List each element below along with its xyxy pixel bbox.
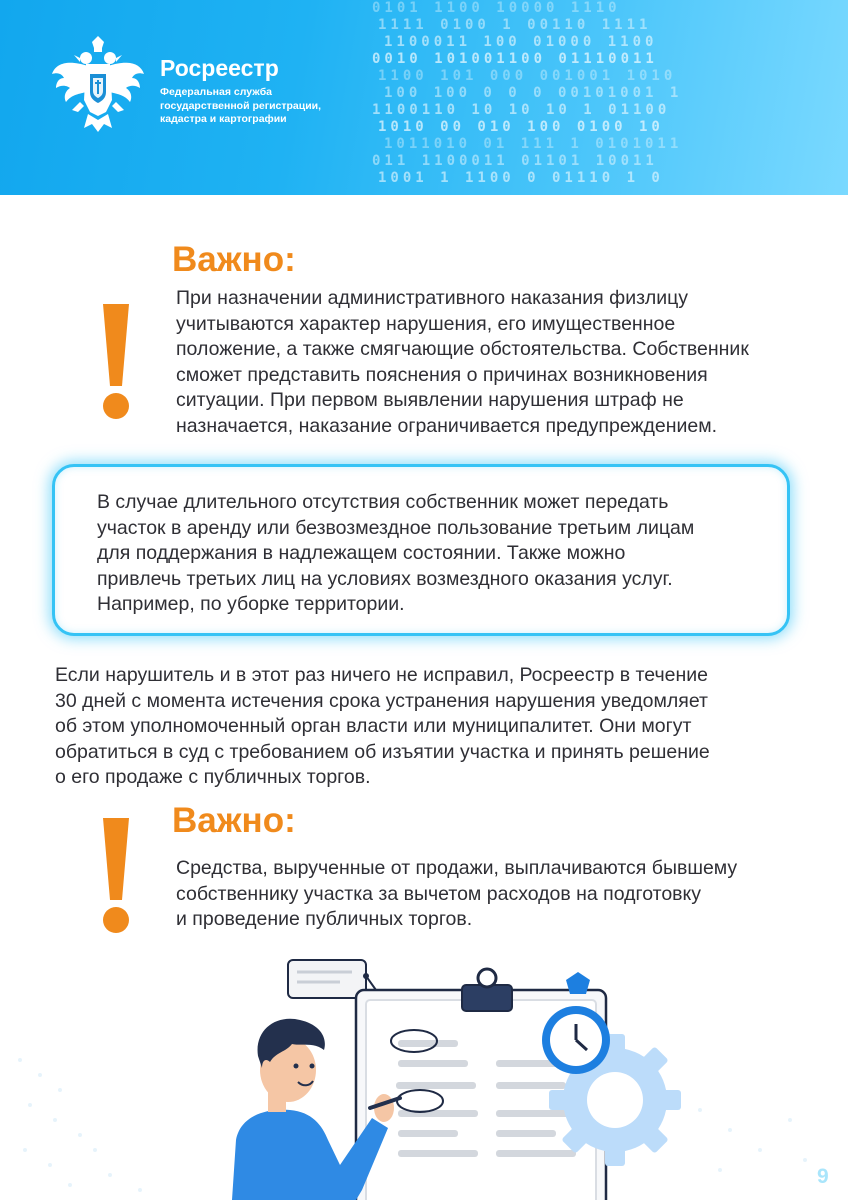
text-line: положение, а также смягчающие обстоятельства. Собственник [176, 338, 749, 360]
org-name: Росреестр [160, 55, 279, 81]
org-subtitle-line: кадастра и картографии [160, 113, 287, 125]
org-subtitle-line: государственной регистрации, [160, 99, 322, 112]
important-text [176, 856, 737, 933]
text-line: назначается, наказание ограничивается предупреждением. [176, 414, 718, 437]
text-line: Например, по уборке территории. [97, 593, 405, 615]
binary-row: 1100110 10 10 10 1 01100 [372, 102, 671, 118]
text-line: При назначении административного наказания физлицу [176, 287, 689, 309]
text-line: об этом уполномоченный орган власти или муниципалитет. Они могут [55, 715, 692, 737]
exclamation-icon [100, 302, 132, 420]
binary-row: 0101 1100 10000 1110 [372, 0, 621, 16]
important-text [176, 286, 749, 439]
text-line: В случае длительного отсутствия собственник может передать [97, 491, 669, 513]
text-line: привлечь третьих лиц на условиях возмездного оказания услуг. [97, 567, 673, 590]
text-line: сможет представить пояснения о причинах возникновения [176, 363, 708, 386]
text-line: и проведение публичных торгов. [176, 908, 473, 930]
binary-row: 1001 1 1100 0 01110 1 0 [378, 170, 664, 186]
illustration-man-document [0, 940, 848, 1200]
body-paragraph [55, 663, 710, 791]
exclamation-icon [100, 816, 132, 934]
binary-row: 011 1100011 01101 10011 [372, 153, 658, 169]
text-line: о его продаже с публичных торгов. [55, 766, 371, 788]
page-number: 9 [817, 1165, 829, 1188]
header-banner [0, 0, 848, 195]
text-line: собственнику участка за вычетом расходов на подготовку [176, 882, 702, 905]
text-line: 30 дней с момента истечения срока устранения нарушения уведомляет [55, 689, 708, 712]
binary-row: 1100011 100 01000 1100 [384, 34, 658, 50]
text-line: участок в аренду или безвозмездное пользование третьим лицам [97, 516, 695, 539]
text-line: Средства, вырученные от продажи, выплачиваются бывшему [176, 857, 738, 879]
highlight-box [52, 464, 790, 636]
text-line: ситуации. При первом выявлении нарушения штраф не [176, 389, 684, 411]
binary-row: 1011010 01 111 1 0101011 [384, 136, 683, 152]
binary-row: 1111 0100 1 00110 1111 [378, 17, 652, 33]
text-line: учитываются характер нарушения, его имущественное [176, 312, 676, 335]
text-line: для поддержания в надлежащем состоянии. Также можно [97, 542, 626, 564]
org-subtitle-line: Федеральная служба [160, 86, 273, 98]
binary-row: 100 100 0 0 0 00101001 1 [384, 85, 683, 101]
text-line: Если нарушитель и в этот раз ничего не исправил, Росреестр в течение [55, 664, 708, 686]
important-heading: Важно: [172, 240, 296, 279]
text-line: обратиться в суд с требованием об изъятии участка и принять решение [55, 740, 710, 763]
important-heading: Важно: [172, 801, 296, 840]
binary-row: 1100 101 000 001001 1010 [378, 68, 677, 84]
emblem-icon [50, 36, 146, 144]
highlight-text [97, 490, 694, 618]
binary-row: 0010 101001100 01110011 [372, 51, 658, 67]
org-subtitle [160, 86, 360, 127]
binary-row: 1010 00 010 100 0100 10 [378, 119, 664, 135]
